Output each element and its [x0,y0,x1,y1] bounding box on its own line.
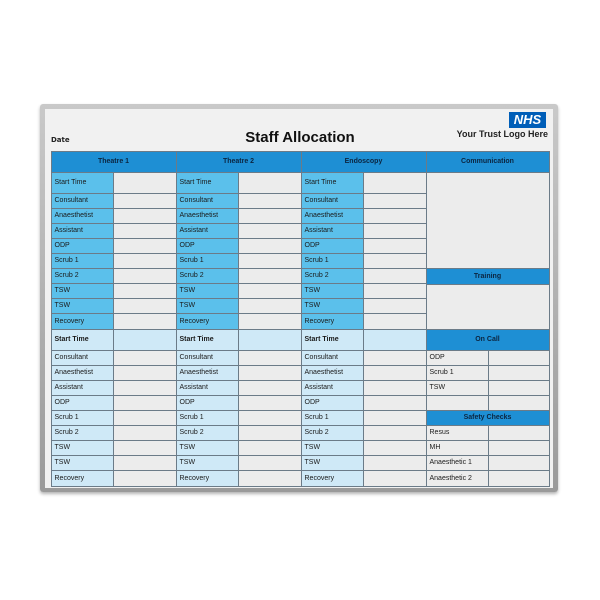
row-label: ODP [301,395,364,411]
entry-cell[interactable] [113,365,177,381]
row-label: Scrub 2 [176,268,239,284]
row-label: ODP [301,238,364,254]
entry-cell[interactable] [238,268,302,284]
row-label: Assistant [176,223,239,239]
row-label: Scrub 1 [301,410,364,426]
entry-cell[interactable] [363,329,427,351]
entry-cell[interactable] [363,238,427,254]
communication-header: Communication [426,151,550,173]
row-label: Anaesthetist [176,365,239,381]
row-label: TSW [176,455,239,471]
entry-cell[interactable] [238,380,302,396]
row-label: TSW [301,283,364,299]
row-label: Assistant [51,223,114,239]
row-label: Start Time [51,172,114,194]
entry-cell[interactable] [238,455,302,471]
entry-cell[interactable] [363,410,427,426]
entry-cell[interactable] [363,470,427,487]
row-label: Anaesthetist [301,208,364,224]
entry-cell[interactable] [363,283,427,299]
on-call-label [426,395,489,411]
entry-cell[interactable] [113,313,177,330]
on-call-label: TSW [426,380,489,396]
entry-cell[interactable] [363,313,427,330]
entry-cell[interactable] [238,425,302,441]
row-label: Consultant [176,350,239,366]
training-header: Training [426,268,550,285]
row-label: Recovery [51,313,114,330]
on-call-label: Scrub 1 [426,365,489,381]
entry-cell[interactable] [113,268,177,284]
row-label: Scrub 2 [301,268,364,284]
training-area[interactable] [426,284,550,330]
entry-cell[interactable] [238,313,302,330]
safety-check-label: Resus [426,425,489,441]
row-label: Assistant [176,380,239,396]
row-label: ODP [51,395,114,411]
row-label: ODP [176,395,239,411]
row-label: Assistant [301,380,364,396]
section-header: Endoscopy [301,151,427,173]
entry-cell[interactable] [113,298,177,314]
row-label: Scrub 1 [51,410,114,426]
entry-cell[interactable] [113,470,177,487]
entry-cell[interactable] [363,268,427,284]
entry-cell[interactable] [238,440,302,456]
row-label: Anaesthetist [51,208,114,224]
entry-cell[interactable] [113,380,177,396]
row-label: TSW [51,283,114,299]
entry-cell[interactable] [363,440,427,456]
section-header: Theatre 2 [176,151,302,173]
entry-cell[interactable] [363,380,427,396]
entry-cell[interactable] [363,193,427,209]
entry-cell[interactable] [113,283,177,299]
entry-cell[interactable] [113,238,177,254]
entry-cell[interactable] [238,410,302,426]
on-call-cell[interactable] [488,350,550,366]
row-label: Assistant [51,380,114,396]
entry-cell[interactable] [363,223,427,239]
entry-cell[interactable] [238,253,302,269]
row-label: Scrub 1 [176,410,239,426]
on-call-cell[interactable] [488,395,550,411]
row-label: Scrub 1 [301,253,364,269]
on-call-cell[interactable] [488,380,550,396]
entry-cell[interactable] [363,395,427,411]
entry-cell[interactable] [238,193,302,209]
row-label: Assistant [301,223,364,239]
entry-cell[interactable] [113,172,177,194]
on-call-cell[interactable] [488,365,550,381]
entry-cell[interactable] [363,298,427,314]
trust-logo-text: Your Trust Logo Here [456,129,548,139]
entry-cell[interactable] [363,350,427,366]
entry-cell[interactable] [113,350,177,366]
row-label: Start Time [176,172,239,194]
entry-cell[interactable] [113,425,177,441]
row-label: ODP [51,238,114,254]
row-label: Consultant [301,350,364,366]
entry-cell[interactable] [238,350,302,366]
row-label: Scrub 1 [176,253,239,269]
safety-check-label: Anaesthetic 1 [426,455,489,471]
entry-cell[interactable] [113,410,177,426]
safety-check-label: Anaesthetic 2 [426,470,489,487]
safety-check-cell[interactable] [488,455,550,471]
entry-cell[interactable] [113,223,177,239]
entry-cell[interactable] [113,253,177,269]
entry-cell[interactable] [238,470,302,487]
nhs-logo: NHS [509,112,546,128]
entry-cell[interactable] [238,208,302,224]
row-label: Start Time [301,329,364,351]
entry-cell[interactable] [363,365,427,381]
entry-cell[interactable] [113,329,177,351]
row-label: Recovery [301,470,364,487]
row-label: Anaesthetist [51,365,114,381]
entry-cell[interactable] [238,298,302,314]
date-label: Date [51,136,70,144]
row-label: TSW [51,455,114,471]
entry-cell[interactable] [113,395,177,411]
entry-cell[interactable] [113,455,177,471]
row-label: TSW [51,298,114,314]
row-label: TSW [51,440,114,456]
entry-cell[interactable] [238,238,302,254]
safety-check-cell[interactable] [488,470,550,487]
row-label: Consultant [176,193,239,209]
entry-cell[interactable] [238,329,302,351]
row-label: Anaesthetist [176,208,239,224]
row-label: Scrub 2 [176,425,239,441]
row-label: Scrub 2 [301,425,364,441]
entry-cell[interactable] [113,208,177,224]
entry-cell[interactable] [238,223,302,239]
row-label: Consultant [51,193,114,209]
row-label: Start Time [301,172,364,194]
entry-cell[interactable] [238,172,302,194]
row-label: Scrub 2 [51,425,114,441]
section-header: Theatre 1 [51,151,177,173]
safety-checks-header: Safety Checks [426,410,550,426]
entry-cell[interactable] [363,253,427,269]
on-call-header: On Call [426,329,550,351]
row-label: Scrub 2 [51,268,114,284]
entry-cell[interactable] [363,455,427,471]
entry-cell[interactable] [113,440,177,456]
entry-cell[interactable] [238,395,302,411]
safety-check-cell[interactable] [488,440,550,456]
entry-cell[interactable] [363,172,427,194]
row-label: TSW [176,440,239,456]
row-label: TSW [176,283,239,299]
safety-check-label: MH [426,440,489,456]
row-label: TSW [301,440,364,456]
entry-cell[interactable] [238,283,302,299]
row-label: ODP [176,238,239,254]
safety-check-cell[interactable] [488,425,550,441]
row-label: Consultant [301,193,364,209]
entry-cell[interactable] [363,425,427,441]
row-label: Consultant [51,350,114,366]
row-label: TSW [176,298,239,314]
row-label: TSW [301,298,364,314]
row-label: TSW [301,455,364,471]
row-label: Scrub 1 [51,253,114,269]
row-label: Start Time [176,329,239,351]
row-label: Recovery [51,470,114,487]
on-call-label: ODP [426,350,489,366]
entry-cell[interactable] [363,208,427,224]
communication-area[interactable] [426,172,550,269]
page-title: Staff Allocation [245,129,355,146]
row-label: Start Time [51,329,114,351]
entry-cell[interactable] [238,365,302,381]
row-label: Recovery [176,470,239,487]
row-label: Anaesthetist [301,365,364,381]
row-label: Recovery [176,313,239,330]
row-label: Recovery [301,313,364,330]
entry-cell[interactable] [113,193,177,209]
